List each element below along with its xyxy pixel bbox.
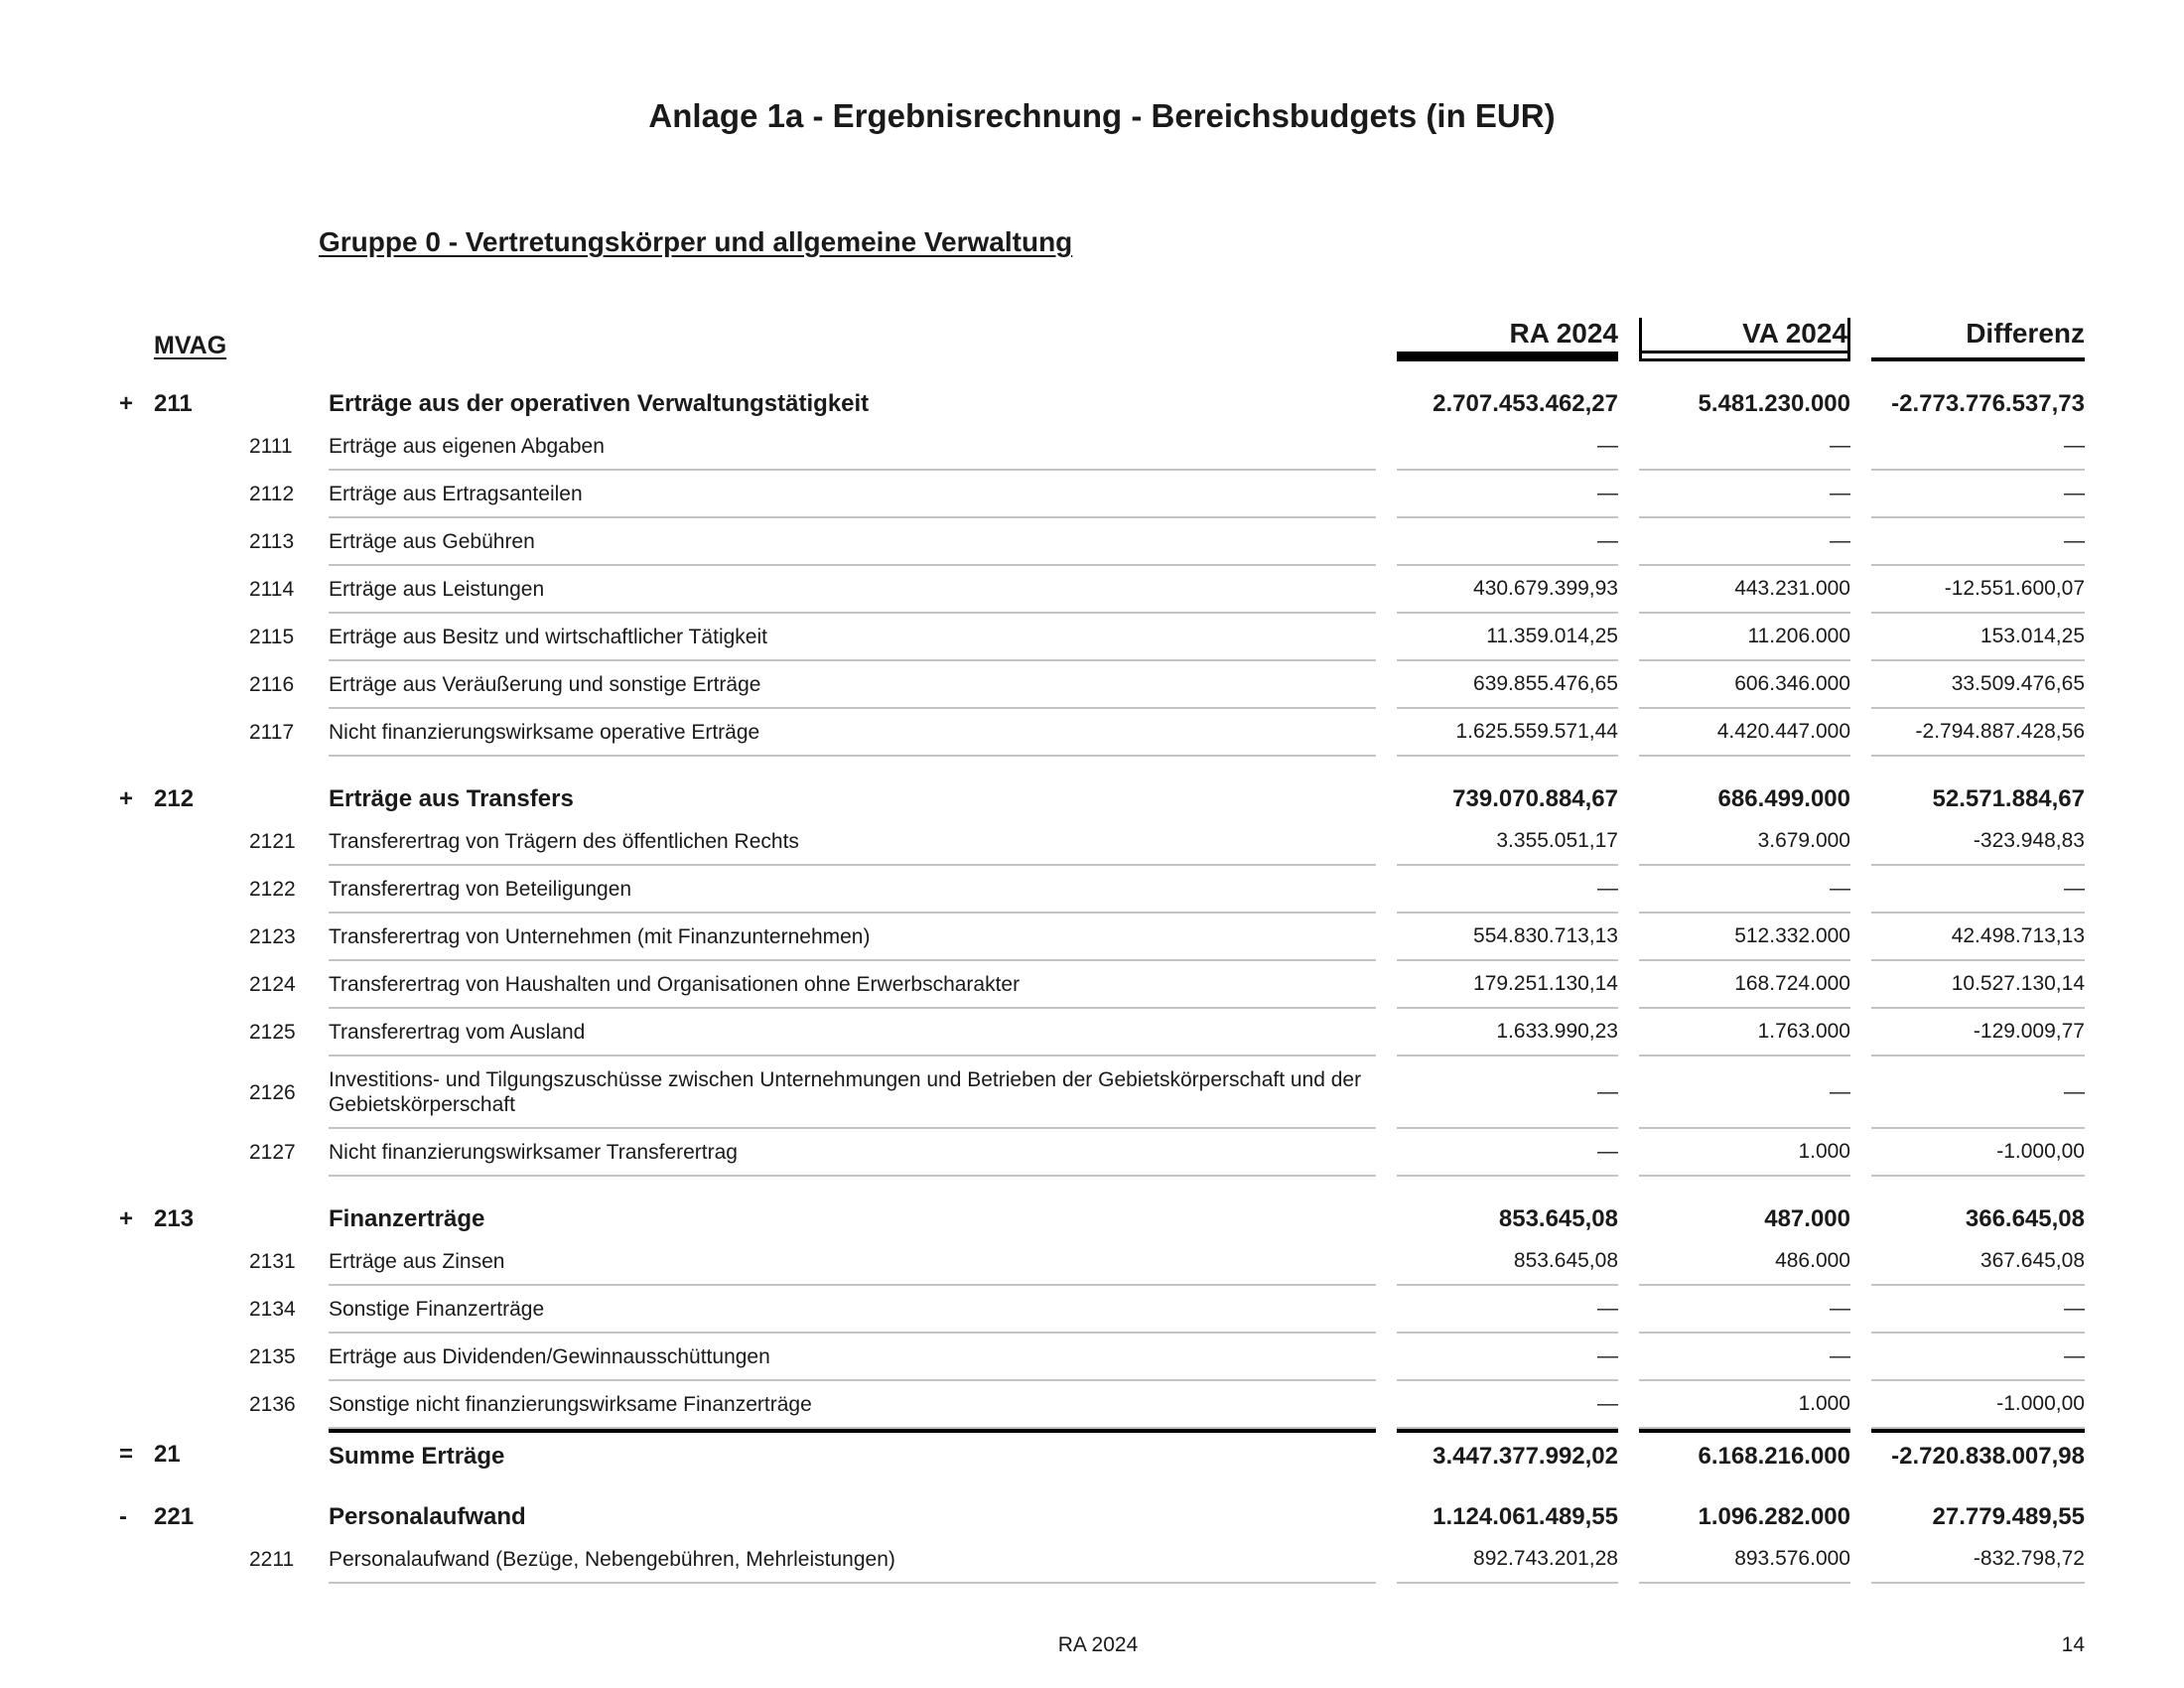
ra-2024-cell: 853.645,08 [1397,1238,1618,1286]
label-cell: Summe Erträge [329,1429,1376,1480]
mvag-code-cell [154,661,243,709]
mvag-code-cell [154,1129,243,1177]
sub-code-cell [249,385,324,423]
label-cell: Erträge aus Besitz und wirtschaftlicher Tätigkeit [329,614,1376,661]
sub-code-cell: 2117 [249,721,295,744]
mvag-code-cell [154,1334,243,1381]
sign-cell [119,614,149,661]
sign-cell: - [119,1503,127,1530]
sign-cell [119,1238,149,1286]
differenz-cell: — [1871,866,2085,914]
label-cell: Transferertrag von Haushalten und Organisationen ohne Erwerbscharakter [329,961,1376,1009]
ra-2024-cell: 853.645,08 [1498,1205,1618,1232]
sub-code-cell: 2112 [249,483,295,505]
differenz-cell: 52.571.884,67 [1932,785,2085,812]
column-header-va-2024 [1639,318,1850,361]
sub-code-cell: 2127 [249,1141,296,1164]
sub-code-cell: 2115 [249,626,295,648]
differenz-cell: — [1871,518,2085,566]
va-2024-cell: 3.679.000 [1639,818,1850,866]
sign-cell [119,1381,149,1429]
ra-2024-cell: 1.124.061.489,55 [1433,1503,1618,1530]
mvag-code-cell [154,518,243,566]
mvag-code-cell [154,866,243,914]
sign-cell [119,471,149,518]
va-2024-cell: 512.332.000 [1639,914,1850,961]
sign-cell [119,961,149,1009]
sub-code-cell: 2122 [249,878,296,901]
sign-cell [119,661,149,709]
table-row [0,866,2184,914]
sub-code-cell: 2135 [249,1345,296,1368]
sign-cell [119,1129,149,1177]
ra-2024-cell: 3.447.377.992,02 [1397,1429,1618,1480]
table-row [0,471,2184,518]
differenz-cell: -832.798,72 [1871,1536,2085,1584]
label-cell: Erträge aus eigenen Abgaben [329,423,1376,471]
sub-code-cell: 2125 [249,1021,296,1044]
va-2024-cell: 5.481.230.000 [1698,390,1850,417]
mvag-code-cell [154,961,243,1009]
ra-2024-cell: — [1397,1129,1618,1177]
ra-2024-cell: — [1397,423,1618,471]
sign-cell [119,518,149,566]
mvag-code-cell: 212 [154,785,195,812]
ra-2024-cell: 1.633.990,23 [1397,1009,1618,1056]
sub-code-cell: 2124 [249,973,296,996]
mvag-code-cell [154,709,243,757]
mvag-code-cell [154,423,243,471]
column-header-label: RA 2024 [1509,318,1618,349]
differenz-cell: -323.948,83 [1871,818,2085,866]
column-header-ra-2024 [1397,318,1618,361]
va-2024-cell: 893.576.000 [1639,1536,1850,1584]
sub-code-cell: 2134 [249,1298,296,1321]
differenz-cell: — [1871,423,2085,471]
label-cell: Transferertrag von Unternehmen (mit Finanzunternehmen) [329,914,1376,961]
group-row [0,780,2184,818]
mvag-code-cell [154,1056,243,1129]
differenz-cell: -129.009,77 [1871,1009,2085,1056]
differenz-cell: — [1871,1056,2085,1129]
differenz-cell: -2.720.838.007,98 [1871,1429,2085,1480]
ra-2024-cell: 2.707.453.462,27 [1433,390,1618,417]
sign-cell: = [119,1441,134,1468]
differenz-cell: 153.014,25 [1871,614,2085,661]
sub-code-cell [249,1498,324,1536]
va-2024-cell: 1.000 [1639,1381,1850,1429]
table-row [0,818,2184,866]
va-2024-cell: 606.346.000 [1639,661,1850,709]
label-cell: Erträge aus Leistungen [329,566,1376,614]
ra-2024-cell: 11.359.014,25 [1397,614,1618,661]
table-row [0,1238,2184,1286]
ra-2024-cell: — [1397,1056,1618,1129]
va-2024-cell: 4.420.447.000 [1639,709,1850,757]
sign-cell: + [119,1205,134,1232]
sign-cell: + [119,390,134,417]
group-row [0,385,2184,423]
va-2024-cell: 168.724.000 [1639,961,1850,1009]
sign-cell [119,1009,149,1056]
label-cell: Transferertrag von Beteiligungen [329,866,1376,914]
table-row [0,566,2184,614]
sub-code-cell: 2211 [249,1548,295,1571]
ra-2024-cell: — [1397,866,1618,914]
ra-2024-cell: 639.855.476,65 [1397,661,1618,709]
differenz-cell: 366.645,08 [1965,1205,2085,1232]
differenz-cell: -1.000,00 [1871,1381,2085,1429]
table-row [0,1334,2184,1381]
sub-code-cell: 2131 [249,1250,296,1273]
mvag-code-cell: 213 [154,1205,195,1232]
va-2024-cell: 6.168.216.000 [1639,1429,1850,1480]
column-header-label: Differenz [1966,318,2085,349]
table-row [0,914,2184,961]
differenz-cell: 42.498.713,13 [1871,914,2085,961]
table-row [0,709,2184,757]
ra-2024-cell: 3.355.051,17 [1397,818,1618,866]
footer-label: RA 2024 [1057,1633,1139,1656]
group-row [0,1498,2184,1536]
mvag-code-cell [154,566,243,614]
mvag-code-cell [154,1381,243,1429]
mvag-code-cell [154,914,243,961]
ra-2024-cell: 739.070.884,67 [1452,785,1618,812]
differenz-cell: — [1871,471,2085,518]
sign-cell [119,1536,149,1584]
va-2024-cell: — [1639,471,1850,518]
ra-2024-cell: 554.830.713,13 [1397,914,1618,961]
va-2024-cell: — [1639,866,1850,914]
label-cell: Erträge aus der operativen Verwaltungstätigkeit [329,390,870,417]
sub-code-cell: 2136 [249,1393,296,1416]
va-2024-cell: 686.499.000 [1717,785,1850,812]
table-row [0,518,2184,566]
label-cell: Erträge aus Gebühren [329,518,1376,566]
va-2024-cell: 486.000 [1639,1238,1850,1286]
sign-cell [119,423,149,471]
sign-cell [119,1286,149,1334]
mvag-code-cell [154,471,243,518]
mvag-code-cell [154,1238,243,1286]
label-cell: Erträge aus Dividenden/Gewinnausschüttungen [329,1334,1376,1381]
page-number: 14 [2061,1633,2085,1656]
differenz-cell: -2.794.887.428,56 [1871,709,2085,757]
table-row [0,661,2184,709]
sub-code-cell: 2111 [249,435,293,458]
differenz-cell: — [1871,1334,2085,1381]
ra-2024-cell: — [1397,1334,1618,1381]
label-cell: Erträge aus Transfers [329,785,574,812]
table-row [0,1009,2184,1056]
label-cell: Erträge aus Zinsen [329,1238,1376,1286]
label-cell: Erträge aus Ertragsanteilen [329,471,1376,518]
ra-2024-cell: 179.251.130,14 [1397,961,1618,1009]
mvag-code-cell: 221 [154,1503,195,1530]
va-2024-cell: 1.000 [1639,1129,1850,1177]
mvag-code-cell [154,1536,243,1584]
differenz-cell: -1.000,00 [1871,1129,2085,1177]
va-2024-cell: 1.763.000 [1639,1009,1850,1056]
ra-2024-cell: — [1397,518,1618,566]
sub-code-cell: 2113 [249,530,295,553]
va-2024-cell: 487.000 [1764,1205,1850,1232]
mvag-code-cell: 211 [154,390,193,417]
group-row [0,1200,2184,1238]
label-cell: Personalaufwand [329,1503,526,1530]
sign-cell [119,709,149,757]
differenz-cell: 10.527.130,14 [1871,961,2085,1009]
sum-row [0,1429,2184,1480]
table-row [0,614,2184,661]
mvag-code-cell [154,818,243,866]
sub-code-cell: 2121 [249,830,296,853]
table-row [0,961,2184,1009]
va-2024-cell: — [1639,1056,1850,1129]
table-row [0,1129,2184,1177]
ra-2024-cell: — [1397,471,1618,518]
va-2024-cell: — [1639,423,1850,471]
sign-cell [119,1334,149,1381]
differenz-cell: — [1871,1286,2085,1334]
va-2024-cell: 443.231.000 [1639,566,1850,614]
result-table [0,385,2184,1584]
sub-code-cell: 2114 [249,578,295,601]
column-header-differenz [1871,318,2085,361]
label-cell: Nicht finanzierungswirksamer Transferertrag [329,1129,1376,1177]
label-cell: Sonstige nicht finanzierungswirksame Finanzerträge [329,1381,1376,1429]
sign-cell [119,818,149,866]
label-cell: Erträge aus Veräußerung und sonstige Erträge [329,661,1376,709]
differenz-cell: 33.509.476,65 [1871,661,2085,709]
mvag-column-header: MVAG [154,332,227,359]
label-cell: Transferertrag vom Ausland [329,1009,1376,1056]
sign-cell [119,1056,149,1129]
table-row [0,1536,2184,1584]
sign-cell [119,566,149,614]
differenz-cell: -12.551.600,07 [1871,566,2085,614]
table-row [0,1286,2184,1334]
group-heading: Gruppe 0 - Vertretungskörper und allgemeine Verwaltung [319,226,1073,257]
table-row [0,423,2184,471]
table-row [0,1381,2184,1429]
label-cell: Investitions- und Tilgungszuschüsse zwischen Unternehmungen und Betrieben der Gebietskörperschaft und der Gebietskörperschaft [329,1056,1376,1129]
mvag-code-cell [154,1009,243,1056]
va-2024-cell: 11.206.000 [1639,614,1850,661]
label-cell: Transferertrag von Trägern des öffentlichen Rechts [329,818,1376,866]
label-cell: Personalaufwand (Bezüge, Nebengebühren, Mehrleistungen) [329,1536,1376,1584]
column-header-label: VA 2024 [1742,318,1847,349]
sub-code-cell [249,780,324,818]
ra-2024-cell: — [1397,1286,1618,1334]
sub-code-cell: 2126 [249,1080,296,1104]
va-2024-cell: — [1639,518,1850,566]
ra-2024-cell: 430.679.399,93 [1397,566,1618,614]
va-2024-cell: — [1639,1286,1850,1334]
differenz-cell: -2.773.776.537,73 [1891,390,2085,417]
ra-2024-cell: 892.743.201,28 [1397,1536,1618,1584]
mvag-code-cell [154,614,243,661]
sub-code-cell [249,1200,324,1238]
differenz-cell: 27.779.489,55 [1932,1503,2085,1530]
sub-code-cell [249,1429,324,1480]
ra-2024-cell: — [1397,1381,1618,1429]
va-2024-cell: — [1639,1334,1850,1381]
differenz-cell: 367.645,08 [1871,1238,2085,1286]
ra-2024-cell: 1.625.559.571,44 [1397,709,1618,757]
sign-cell: + [119,785,134,812]
va-2024-cell: 1.096.282.000 [1698,1503,1850,1530]
sub-code-cell: 2116 [249,673,295,696]
sign-cell [119,866,149,914]
table-row [0,1056,2184,1129]
mvag-code-cell [154,1286,243,1334]
label-cell: Sonstige Finanzerträge [329,1286,1376,1334]
page-title: Anlage 1a - Ergebnisrechnung - Bereichsbudgets (in EUR) [648,97,1556,134]
label-cell: Nicht finanzierungswirksame operative Erträge [329,709,1376,757]
mvag-code-cell: 21 [154,1441,181,1468]
sign-cell [119,914,149,961]
sub-code-cell: 2123 [249,925,296,948]
label-cell: Finanzerträge [329,1205,485,1232]
